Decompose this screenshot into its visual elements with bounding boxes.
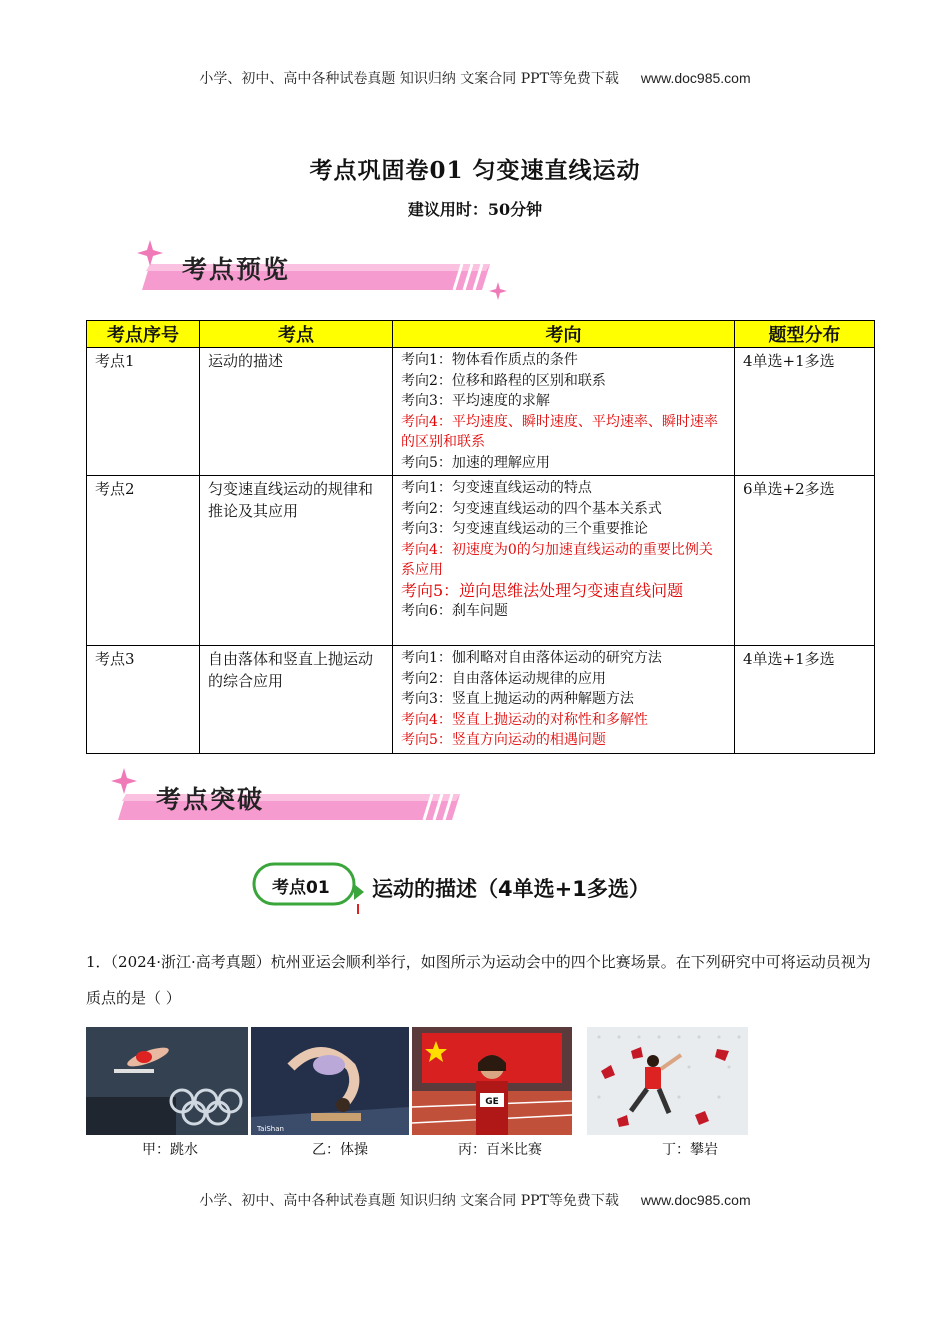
direction-item: 考向4：竖直上抛运动的对称性和多解性 bbox=[401, 711, 648, 728]
page-footer bbox=[0, 1190, 950, 1210]
topic-directions bbox=[393, 646, 735, 754]
direction-item: 考向5：加速的理解应用 bbox=[401, 454, 550, 471]
direction-item: 考向3：平均速度的求解 bbox=[401, 393, 550, 409]
col-header: 考点序号 bbox=[87, 321, 200, 348]
topic-distribution: 4单选+1多选 bbox=[735, 348, 875, 476]
topic-id: 考点3 bbox=[87, 646, 200, 754]
section-tag bbox=[250, 858, 370, 916]
sponsor-label: TaiShan bbox=[257, 1125, 284, 1133]
overview-banner bbox=[110, 236, 520, 306]
topic-name: 运动的描述 bbox=[200, 348, 393, 476]
banner-decoration bbox=[88, 766, 488, 836]
topic-directions bbox=[393, 476, 735, 646]
direction-item: 考向2：匀变速直线运动的四个基本关系式 bbox=[401, 500, 662, 517]
page-subtitle: 建议用时：50分钟 bbox=[407, 200, 543, 219]
sparkle-icon bbox=[489, 282, 507, 300]
page-header bbox=[0, 68, 950, 88]
question-1: 1．（2024·浙江·高考真题）杭州亚运会顺利举行，如图所示为运动会中的四个比赛场景。在下列研究中可将运动员视为质点的是（ ） bbox=[86, 953, 871, 1007]
direction-item: 考向1：伽利略对自由落体运动的研究方法 bbox=[401, 650, 662, 666]
direction-item: 考向3：竖直上抛运动的两种解题方法 bbox=[401, 691, 634, 707]
footer-text: 小学、初中、高中各种试卷真题 知识归纳 文案合同 PPT等免费下载 bbox=[199, 1193, 619, 1209]
col-header: 考点 bbox=[200, 321, 393, 348]
section-title: 运动的描述（4单选+1多选） bbox=[372, 877, 650, 901]
topic-name: 匀变速直线运动的规律和推论及其应用 bbox=[200, 476, 393, 646]
header-url[interactable]: www.doc985.com bbox=[640, 70, 751, 86]
direction-item: 考向5：竖直方向运动的相遇问题 bbox=[401, 732, 606, 748]
banner-decoration bbox=[110, 236, 520, 306]
sparkle-icon bbox=[137, 240, 163, 266]
header-text: 小学、初中、高中各种试卷真题 知识归纳 文案合同 PPT等免费下载 bbox=[199, 71, 619, 87]
photo-caption: 甲：跳水 bbox=[142, 1142, 198, 1158]
breakthrough-banner bbox=[88, 766, 488, 836]
direction-item: 考向5：逆向思维法处理匀变速直线问题 bbox=[401, 580, 684, 600]
topic-table bbox=[86, 320, 875, 754]
photo-caption: 丙：百米比赛 bbox=[458, 1142, 542, 1158]
table-row bbox=[87, 348, 875, 476]
breakthrough-banner-label: 考点突破 bbox=[156, 785, 265, 814]
photo-gymnastics bbox=[251, 1027, 409, 1135]
topic-distribution: 6单选+2多选 bbox=[735, 476, 875, 646]
direction-item: 考向1：物体看作质点的条件 bbox=[401, 352, 578, 368]
photo-caption: 乙：体操 bbox=[312, 1142, 368, 1158]
section-tag-label: 考点01 bbox=[272, 878, 330, 898]
direction-item: 考向2：位移和路程的区别和联系 bbox=[401, 372, 606, 389]
topic-distribution: 4单选+1多选 bbox=[735, 646, 875, 754]
topic-id: 考点2 bbox=[87, 476, 200, 646]
topic-name: 自由落体和竖直上抛运动的综合应用 bbox=[200, 646, 393, 754]
direction-item: 考向4：初速度为0的匀加速直线运动的重要比例关系应用 bbox=[401, 541, 713, 578]
col-header: 题型分布 bbox=[735, 321, 875, 348]
footer-url[interactable]: www.doc985.com bbox=[640, 1192, 751, 1208]
photo-sprint bbox=[412, 1027, 572, 1135]
col-header: 考向 bbox=[393, 321, 735, 348]
direction-item: 考向1：匀变速直线运动的特点 bbox=[401, 480, 592, 496]
direction-item: 考向2：自由落体运动规律的应用 bbox=[401, 670, 606, 687]
sparkle-icon bbox=[111, 768, 137, 794]
photo-caption: 丁：攀岩 bbox=[662, 1142, 718, 1158]
topic-directions bbox=[393, 348, 735, 476]
table-header-row bbox=[87, 321, 875, 348]
table-row bbox=[87, 646, 875, 754]
direction-item: 考向4：平均速度、瞬时速度、平均速率、瞬时速率的区别和联系 bbox=[401, 413, 718, 450]
photo-diving bbox=[86, 1027, 248, 1135]
photo-climbing bbox=[587, 1027, 748, 1135]
overview-banner-label: 考点预览 bbox=[182, 255, 291, 284]
page-title: 考点巩固卷01 匀变速直线运动 bbox=[309, 157, 641, 184]
topic-id: 考点1 bbox=[87, 348, 200, 476]
direction-item: 考向6：刹车问题 bbox=[401, 603, 508, 619]
bib-label: GE bbox=[485, 1097, 499, 1107]
direction-item: 考向3：匀变速直线运动的三个重要推论 bbox=[401, 521, 648, 537]
table-row bbox=[87, 476, 875, 646]
